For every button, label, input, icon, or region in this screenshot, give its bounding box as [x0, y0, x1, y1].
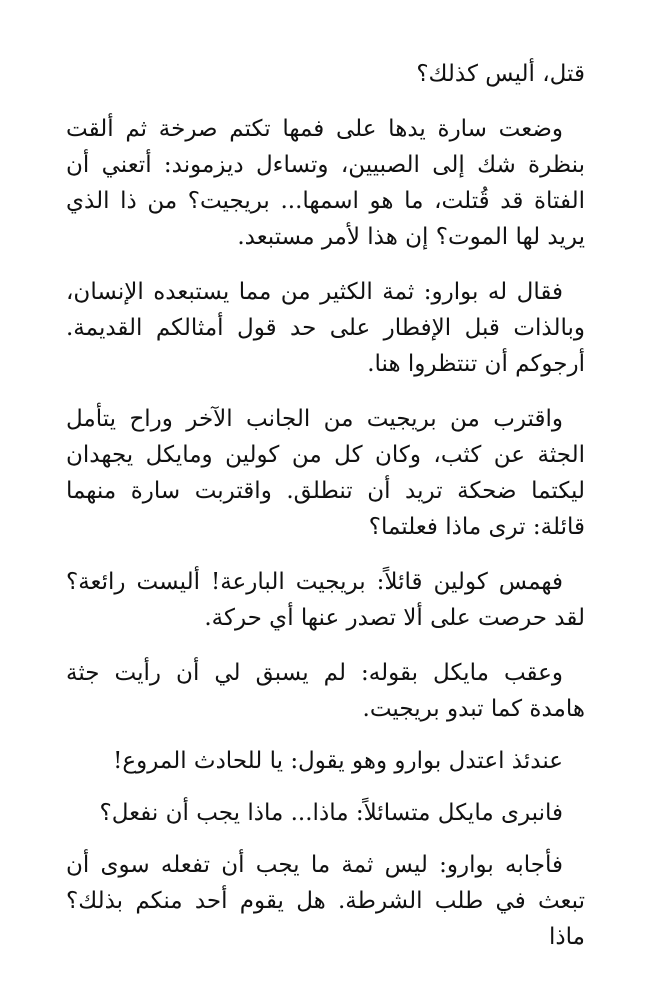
paragraph-3: فقال له بوارو: ثمة الكثير من مما يستبعده الإنسان، وبالذات قبل الإفطار على حد قول أمثالكم القديمة. أرجوكم أن تنتظروا هنا. — [66, 279, 585, 377]
paragraph-9: فأجابه بوارو: ليس ثمة ما يجب أن تفعله سوى أن تبعث في طلب الشرطة. هل يقوم أحد منكم بذلك؟ ماذا — [66, 852, 585, 950]
book-page — [66, 56, 585, 974]
paragraph-4: واقترب من بريجيت من الجانب الآخر وراح يتأمل الجثة عن كثب، وكان كل من كولين ومايكل يجهدان ليكتما ضحكة تريد أن تنطلق. واقتربت سارة منهما قائلة: ترى ماذا فعلتما؟ — [66, 406, 585, 540]
paragraph-7: عندئذ اعتدل بوارو وهو يقول: يا للحادث المروع! — [113, 748, 563, 774]
paragraph-5: فهمس كولين قائلاً: بريجيت البارعة! أليست رائعة؟ لقد حرصت على ألا تصدر عنها أي حركة. — [66, 569, 585, 631]
paragraph-6: وعقب مايكل بقوله: لم يسبق لي أن رأيت جثة هامدة كما تبدو بريجيت. — [66, 660, 585, 722]
paragraph-2: وضعت سارة يدها على فمها تكتم صرخة ثم ألقت بنظرة شك إلى الصبيين، وتساءل ديزموند: أتعني أن الفتاة قد قُتلت، ما هو اسمها... بريجيت؟ من ذا الذي يريد لها الموت؟ إن هذا لأمر مستبعد. — [66, 116, 585, 250]
paragraph-8: فانبرى مايكل متسائلاً: ماذا... ماذا يجب أن نفعل؟ — [99, 800, 563, 826]
paragraph-1: قتل، أليس كذلك؟ — [416, 61, 585, 87]
